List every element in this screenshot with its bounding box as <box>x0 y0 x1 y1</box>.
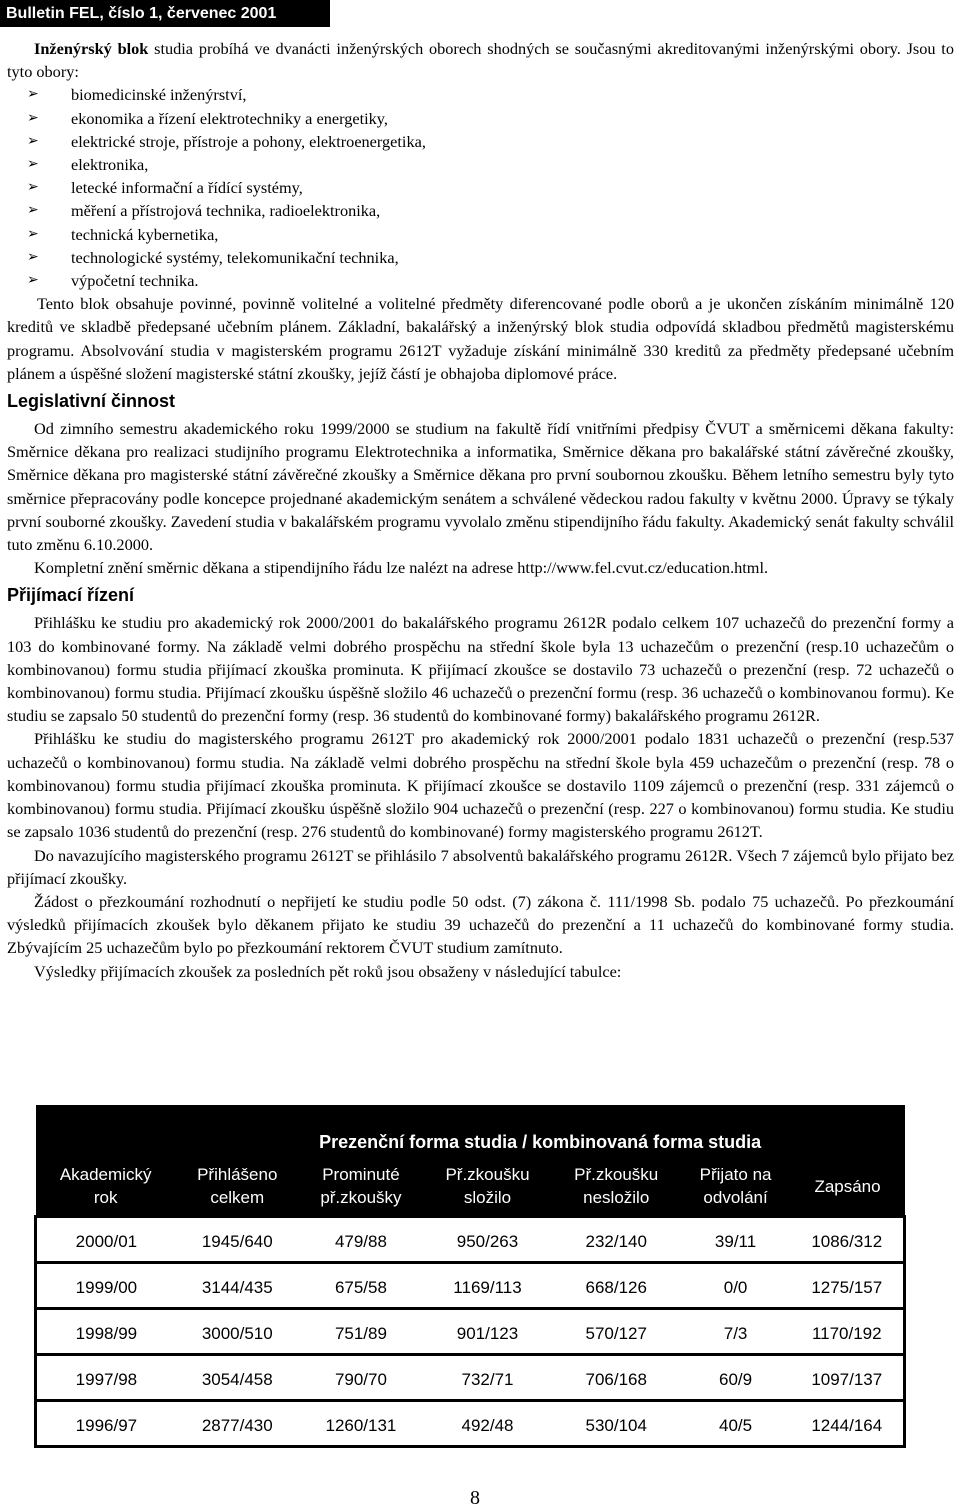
bulletin-header: Bulletin FEL, číslo 1, červenec 2001 <box>0 0 330 27</box>
table-cell: 901/123 <box>423 1309 552 1355</box>
obor-label: technologické systémy, telekomunikační technika, <box>71 247 399 267</box>
table-cell: 1170/192 <box>791 1309 905 1355</box>
obor-list-item <box>27 153 954 176</box>
column-header-line: odvolání <box>703 1188 768 1207</box>
table-cell: 790/70 <box>299 1355 423 1401</box>
table-cell: 3000/510 <box>176 1309 299 1355</box>
obor-list-item <box>27 107 954 130</box>
table-cell: 1945/640 <box>176 1217 299 1263</box>
table-cell: 1260/131 <box>299 1401 423 1447</box>
table-cell: 1997/98 <box>36 1355 176 1401</box>
results-table <box>34 1105 906 1448</box>
column-header <box>791 1157 905 1217</box>
column-header <box>423 1157 552 1217</box>
column-header-line: Př.zkoušku <box>445 1165 530 1184</box>
column-header-line: př.zkoušky <box>320 1188 402 1207</box>
blok-paragraph: Tento blok obsahuje povinné, povinně volitelné a volitelné předměty diferencované podle oborů a je ukončen získáním minimálně 120 kreditů ve skladbě předepsané učebním plánem. Základní, bakalářský a inženýrský blok studia odpovídá skladbou předmětů magisterskému programu. Absolvování studia v magisterském programu 2612T vyžaduje získání minimálně 330 kreditů za předměty předepsané učebním plánem a úspěšné složení magisterské státní zkoušky, jejíž částí je obhajoba diplomové práce. <box>7 294 954 383</box>
arrowhead-bullet-icon: ➢ <box>27 132 39 149</box>
obor-label: ekonomika a řízení elektrotechniky a energetiky, <box>71 108 388 128</box>
obor-list-item <box>27 83 954 106</box>
obor-list-item <box>27 223 954 246</box>
table-caption-text: Prezenční forma studia / kombinovaná forma studia <box>176 1105 905 1157</box>
table-cell: 1086/312 <box>791 1217 905 1263</box>
table-row <box>36 1309 905 1355</box>
column-header <box>36 1157 176 1217</box>
column-header <box>552 1157 681 1217</box>
table-cell: 1244/164 <box>791 1401 905 1447</box>
table-cell: 0/0 <box>681 1263 791 1309</box>
table-cell: 570/127 <box>552 1309 681 1355</box>
table-body <box>36 1217 905 1447</box>
column-header-line: Př.zkoušku <box>574 1165 659 1184</box>
table-cell: 1998/99 <box>36 1309 176 1355</box>
table-cell: 530/104 <box>552 1401 681 1447</box>
column-header-line: Zapsáno <box>814 1176 881 1196</box>
prijimaci-paragraph-2: Přihlášku ke studiu do magisterského programu 2612T pro akademický rok 2000/2001 podalo 1831 uchazečů o prezenční (resp.537 uchazečů o kombinovanou) formu studia. Na základě velmi dobrého prospěchu na střední škole byla 459 uchazečům o prezenční (resp. 78 o kombinovanou) formu studia přijímací zkouška prominuta. K přijímací zkoušce se dostavilo 1109 zájemců o prezenční (resp. 331 zájemců o kombinovanou) formu studia. Přijímací zkoušku úspěšně složilo 904 uchazečů o prezenční (resp. 227 o kombinovanou) formu studia. Ke studiu se zapsalo 1036 studentů do prezenční (resp. 276 studentů do kombinované) formy magisterského programu 2612T. <box>7 729 954 842</box>
prijimaci-paragraph-4: Žádost o přezkoumání rozhodnutí o nepřijetí ke studiu podle 50 odst. (7) zákona č. 111/1998 Sb. podalo 75 uchazečů. Po přezkoumání výsledků přijímacích zkoušek bylo děkanem přijato ke studiu 39 uchazečů do prezenční a 11 uchazečů do kombinované formy studia. Zbývajícím 25 uchazečům bylo po přezkoumání rektorem ČVUT studium zamítnuto. <box>7 891 954 958</box>
obor-list-item <box>27 199 954 222</box>
table-cell: 706/168 <box>552 1355 681 1401</box>
table-cell: 1275/157 <box>791 1263 905 1309</box>
obor-label: technická kybernetika, <box>71 224 219 244</box>
table-cell: 7/3 <box>681 1309 791 1355</box>
column-header-line: nesložilo <box>583 1188 650 1207</box>
table-row <box>36 1355 905 1401</box>
column-header-line: Prominuté <box>322 1165 400 1184</box>
column-header-line: Přihlášeno <box>197 1165 278 1184</box>
table-cell: 3054/458 <box>176 1355 299 1401</box>
prijimaci-paragraph-1: Přihlášku ke studiu pro akademický rok 2000/2001 do bakalářského programu 2612R podalo celkem 107 uchazečů do prezenční formy a 103 do kombinované formy. Na základě velmi dobrého prospěchu na střední škole byla 13 uchazečům o prezenční (resp.10 uchazečům o kombinovanou) formu studia přijímací zkouška prominuta. K přijímací zkoušce se dostavilo 73 uchazečů o prezenční (resp. 72 uchazečů o kombinovanou) formu studia. Přijímací zkoušku úspěšně složilo 46 uchazečů o prezenční formu (resp. 36 uchazečů o kombinovanou formu). Ke studiu se zapsalo 50 studentů do prezenční formy (resp. 36 studentů do kombinované formy) bakalářského programu 2612R. <box>7 613 954 726</box>
table-cell: 2877/430 <box>176 1401 299 1447</box>
table-cell: 1097/137 <box>791 1355 905 1401</box>
column-header-line: složilo <box>463 1188 512 1207</box>
intro-bold-lead: Inženýrský blok <box>34 39 149 58</box>
intro-paragraph <box>7 37 954 83</box>
arrowhead-bullet-icon: ➢ <box>27 225 39 242</box>
table-cell: 668/126 <box>552 1263 681 1309</box>
column-header-line: Akademický <box>59 1165 152 1184</box>
column-header-line: celkem <box>210 1188 265 1207</box>
table-cell: 751/89 <box>299 1309 423 1355</box>
obor-label: letecké informační a řídící systémy, <box>71 178 303 198</box>
arrowhead-bullet-icon: ➢ <box>27 109 39 126</box>
table-cell: 2000/01 <box>36 1217 176 1263</box>
arrowhead-bullet-icon: ➢ <box>27 86 39 103</box>
table-cell: 1996/97 <box>36 1401 176 1447</box>
arrowhead-bullet-icon: ➢ <box>27 248 39 265</box>
arrowhead-bullet-icon: ➢ <box>27 179 39 196</box>
obor-list-item <box>27 130 954 153</box>
prijimaci-paragraph-3: Do navazujícího magisterského programu 2612T se přihlásilo 7 absolventů bakalářského programu 2612R. Všech 7 zájemců bylo přijato bez přijímací zkoušky. <box>7 845 954 888</box>
column-header <box>299 1157 423 1217</box>
obor-list-item <box>27 269 954 292</box>
table-row <box>36 1401 905 1447</box>
results-table-wrapper <box>34 1105 906 1448</box>
obory-list <box>7 83 954 292</box>
column-header <box>681 1157 791 1217</box>
page-content <box>7 37 954 983</box>
table-cell: 675/58 <box>299 1263 423 1309</box>
table-header-row <box>36 1157 905 1217</box>
table-caption <box>36 1105 176 1157</box>
arrowhead-bullet-icon: ➢ <box>27 202 39 219</box>
page-number: 8 <box>470 1487 480 1509</box>
arrowhead-bullet-icon: ➢ <box>27 272 39 289</box>
column-header-line: Přijato na <box>699 1165 772 1184</box>
legislativa-paragraph-2: Kompletní znění směrnic děkana a stipendijního řádu lze nalézt na adrese http://www.fel.cvut.cz/education.html. <box>34 558 769 578</box>
table-cell: 492/48 <box>423 1401 552 1447</box>
obor-label: elektronika, <box>71 155 149 175</box>
prijimaci-paragraph-5: Výsledky přijímacích zkoušek za posledních pět roků jsou obsaženy v následující tabulce: <box>34 961 622 981</box>
column-header <box>176 1157 299 1217</box>
obor-label: biomedicinské inženýrství, <box>71 85 247 105</box>
table-cell: 232/140 <box>552 1217 681 1263</box>
table-row <box>36 1217 905 1263</box>
table-caption-row <box>36 1105 905 1157</box>
obor-label: měření a přístrojová technika, radioelektronika, <box>71 201 381 221</box>
table-cell: 1999/00 <box>36 1263 176 1309</box>
table-row <box>36 1263 905 1309</box>
table-cell: 1169/113 <box>423 1263 552 1309</box>
table-cell: 40/5 <box>681 1401 791 1447</box>
table-cell: 479/88 <box>299 1217 423 1263</box>
obor-label: výpočetní technika. <box>71 271 199 291</box>
table-cell: 60/9 <box>681 1355 791 1401</box>
arrowhead-bullet-icon: ➢ <box>27 156 39 173</box>
obor-list-item <box>27 176 954 199</box>
section-heading-legislativa: Legislativní činnost <box>7 391 176 412</box>
table-cell: 3144/435 <box>176 1263 299 1309</box>
obor-list-item <box>27 246 954 269</box>
table-cell: 39/11 <box>681 1217 791 1263</box>
column-header-line: rok <box>93 1188 118 1207</box>
table-cell: 950/263 <box>423 1217 552 1263</box>
obor-label: elektrické stroje, přístroje a pohony, elektroenergetika, <box>71 131 426 151</box>
section-heading-prijimaci: Přijímací řízení <box>7 585 135 606</box>
intro-text: studia probíhá ve dvanácti inženýrských oborech shodných se současnými akreditovanými inženýrskými obory. Jsou to tyto obory: <box>7 39 954 82</box>
table-cell: 732/71 <box>423 1355 552 1401</box>
legislativa-paragraph-1: Od zimního semestru akademického roku 1999/2000 se studium na fakultě řídí vnitřními předpisy ČVUT a směrnicemi děkana fakulty: Směrnice děkana pro realizaci studijního programu Elektrotechnika a informatika, Směrnice děkana pro bakalářské státní závěrečné zkoušky, Směrnice děkana pro magisterské státní závěrečné zkoušky a Směrnice děkana pro první soubornou zkoušku. Během letního semestru byly tyto směrnice přepracovány podle koncepce projednané akademickým senátem a schválené vědeckou radou fakulty v květnu 2000. Úpravy se týkaly první souborné zkoušky. Zavedení studia v bakalářském programu vyvolalo změnu stipendijního řádu fakulty. Akademický senát fakulty schválil tuto změnu 6.10.2000. <box>7 419 954 555</box>
